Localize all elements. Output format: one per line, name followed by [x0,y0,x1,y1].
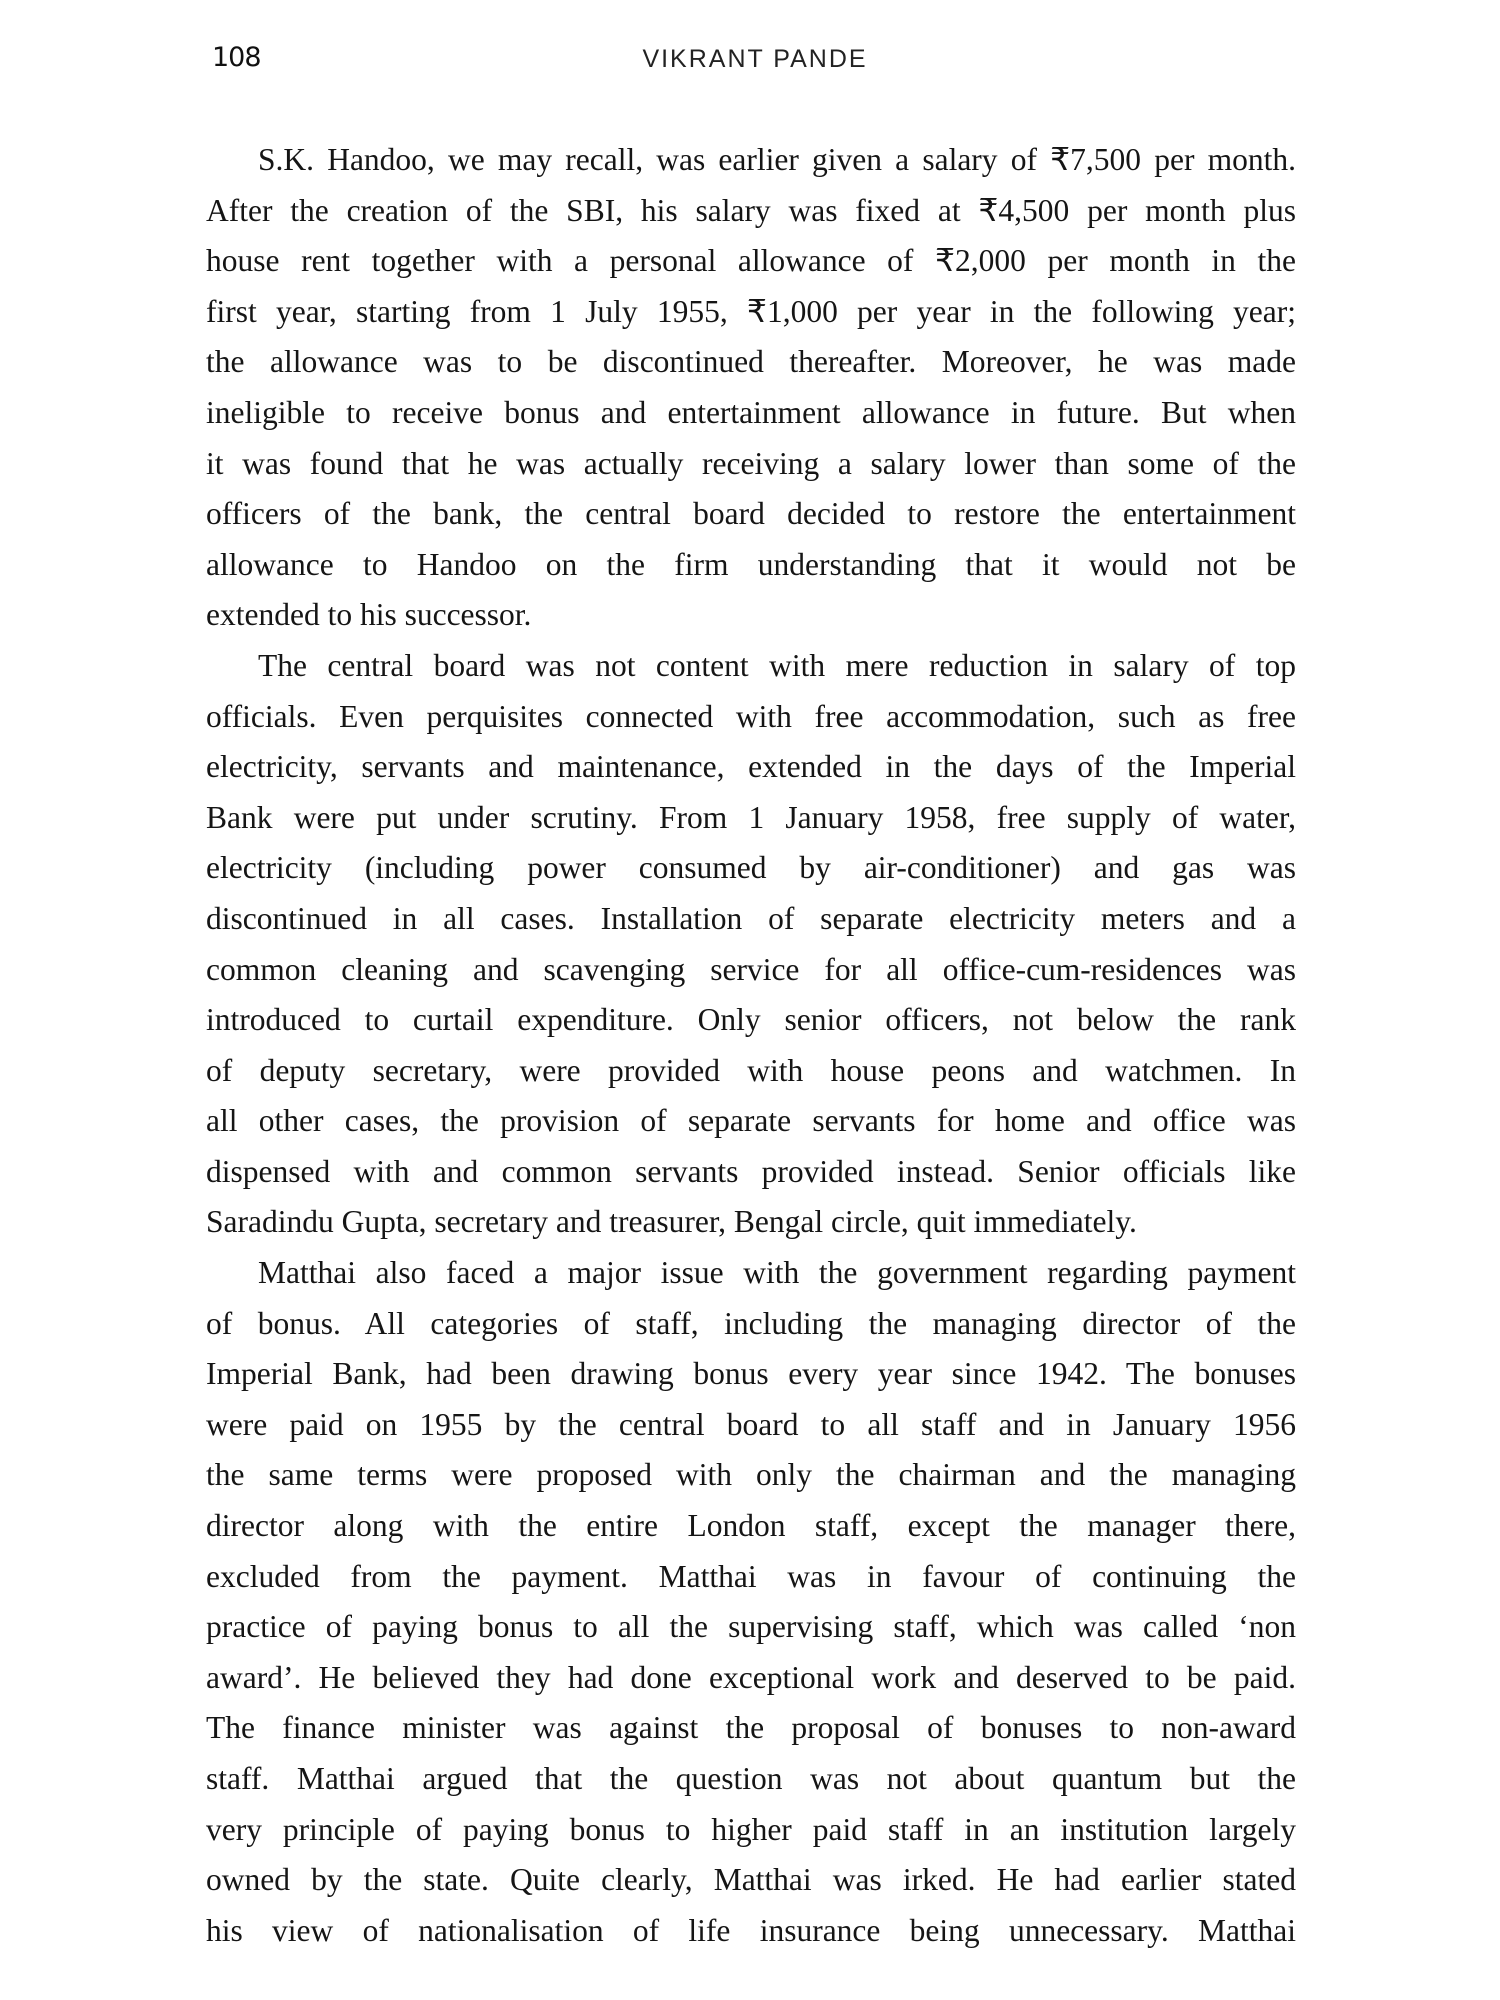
paragraph [206,1248,1296,1956]
text-line: practice of paying bonus to all the supervising staff, which was called ‘non [206,1609,1296,1645]
text-line: Imperial Bank, had been drawing bonus every year since 1942. The bonuses [206,1356,1296,1392]
text-line: were paid on 1955 by the central board to all staff and in January 1956 [206,1406,1296,1442]
text-line: the same terms were proposed with only the chairman and the managing [206,1457,1296,1493]
text-line: extended to his successor. [206,597,532,633]
page-body [206,135,1296,1956]
text-line: all other cases, the provision of separate servants for home and office was [206,1103,1296,1139]
text-line: After the creation of the SBI, his salary was fixed at ₹4,500 per month plus [206,192,1296,228]
text-line: award’. He believed they had done exceptional work and deserved to be paid. [206,1659,1296,1695]
text-line: introduced to curtail expenditure. Only senior officers, not below the rank [206,1002,1296,1038]
text-line: The central board was not content with mere reduction in salary of top [258,647,1296,683]
text-line: his view of nationalisation of life insurance being unnecessary. Matthai [206,1912,1296,1948]
page-number: 108 [212,42,261,73]
text-line: staff. Matthai argued that the question was not about quantum but the [206,1761,1296,1796]
text-line: dispensed with and common servants provided instead. Senior officials like [206,1153,1296,1189]
text-line: officers of the bank, the central board decided to restore the entertainment [206,496,1296,532]
text-line: first year, starting from 1 July 1955, ₹1,000 per year in the following year; [206,293,1296,329]
text-line: Saradindu Gupta, secretary and treasurer, Bengal circle, quit immediately. [206,1204,1137,1240]
text-line: The finance minister was against the proposal of bonuses to non-award [206,1710,1296,1746]
text-line: very principle of paying bonus to higher paid staff in an institution largely [206,1811,1296,1847]
text-line: common cleaning and scavenging service for all office-cum-residences was [206,951,1296,987]
text-line: excluded from the payment. Matthai was in favour of continuing the [206,1558,1296,1594]
text-line: electricity, servants and maintenance, extended in the days of the Imperial [206,749,1296,785]
text-line: discontinued in all cases. Installation of separate electricity meters and a [206,900,1296,936]
text-line: it was found that he was actually receiving a salary lower than some of the [206,445,1296,481]
text-line: of bonus. All categories of staff, including the managing director of the [206,1305,1296,1341]
text-line: S.K. Handoo, we may recall, was earlier given a salary of ₹7,500 per month. [258,142,1296,177]
text-line: ineligible to receive bonus and entertainment allowance in future. But when [206,394,1296,430]
text-line: of deputy secretary, were provided with house peons and watchmen. In [206,1052,1296,1088]
paragraph [206,135,1296,641]
text-line: Matthai also faced a major issue with the government regarding payment [258,1255,1296,1291]
text-line: allowance to Handoo on the firm understanding that it would not be [206,546,1296,582]
text-line: electricity (including power consumed by air-conditioner) and gas was [206,850,1296,886]
text-line: Bank were put under scrutiny. From 1 January 1958, free supply of water, [206,799,1296,835]
text-line: the allowance was to be discontinued thereafter. Moreover, he was made [206,344,1296,380]
text-line: director along with the entire London staff, except the manager there, [206,1508,1296,1544]
text-line: owned by the state. Quite clearly, Matthai was irked. He had earlier stated [206,1862,1296,1898]
text-line: house rent together with a personal allowance of ₹2,000 per month in the [206,243,1296,279]
paragraph [206,641,1296,1248]
running-title: VIKRANT PANDE [642,45,868,73]
text-line: officials. Even perquisites connected with free accommodation, such as free [206,698,1296,734]
